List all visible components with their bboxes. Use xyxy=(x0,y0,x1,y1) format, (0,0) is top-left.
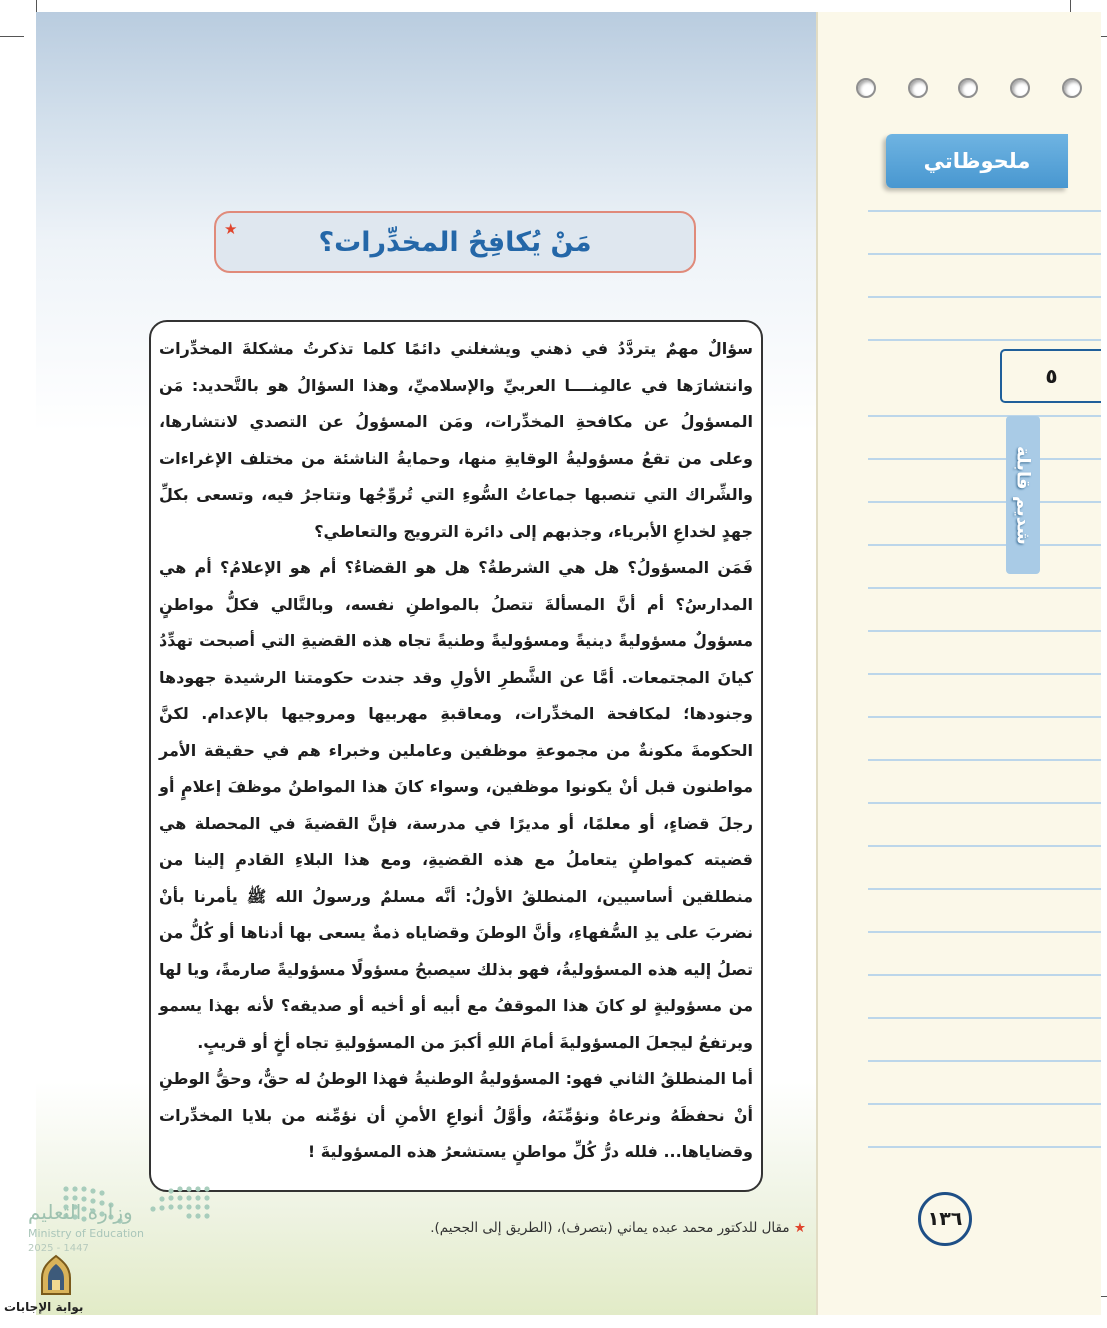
section-side-label: شديم قابلة xyxy=(1012,445,1034,545)
ruled-line xyxy=(868,845,1101,847)
binder-hole-icon xyxy=(908,78,928,98)
binder-hole-icon xyxy=(856,78,876,98)
footnote-text: مقال للدكتور محمد عبده يماني (بتصرف)، (الطريق إلى الجحيم). xyxy=(430,1220,790,1236)
crop-mark xyxy=(0,36,24,37)
article-body[interactable] xyxy=(149,320,763,1192)
ruled-line xyxy=(868,253,1101,255)
ruled-line xyxy=(868,1060,1101,1062)
ruled-line xyxy=(868,974,1101,976)
footnote-star-icon: ★ xyxy=(224,220,238,238)
page-number: ١٣٦ xyxy=(927,1208,963,1230)
ruled-line xyxy=(868,501,1101,503)
article-title xyxy=(214,211,696,273)
footnote xyxy=(430,1220,806,1236)
unit-number: ٥ xyxy=(1045,364,1058,388)
ruled-line xyxy=(868,716,1101,718)
unit-number-box xyxy=(1000,349,1101,403)
ruled-line xyxy=(868,888,1101,890)
ministry-name-english: Ministry of Education xyxy=(28,1227,145,1240)
ruled-line xyxy=(868,802,1101,804)
ministry-name-arabic: وزارة التعليم xyxy=(28,1200,133,1224)
ruled-line xyxy=(868,415,1101,417)
ruled-line xyxy=(868,673,1101,675)
portal-label: بوابة الإجابات xyxy=(4,1300,84,1314)
ruled-line xyxy=(868,931,1101,933)
ruled-line xyxy=(868,587,1101,589)
notes-column xyxy=(816,12,1101,1315)
notes-title-tab xyxy=(886,134,1068,188)
binder-hole-icon xyxy=(1010,78,1030,98)
binder-hole-icon xyxy=(1062,78,1082,98)
ruled-line xyxy=(868,544,1101,546)
ruled-line xyxy=(868,1103,1101,1105)
article-title-text: مَنْ يُكافِحُ المخدِّرات؟ xyxy=(318,226,592,258)
ruled-line xyxy=(868,458,1101,460)
paragraph-2: فَمَن المسؤولُ؟ هل هي الشرطةُ؟ هل هو القضاءُ؟ أم هو الإعلامُ؟ أم هي المدارسُ؟ أم أنَّ المسألةَ تتصلُ بالمواطنِ نفسه، وبالتَّالي فكلُّ مواطنٍ مسؤولٌ مسؤوليةً دينيةً ومسؤوليةً وطنيةً تجاه هذه القضيةِ التي أصبحت تهدِّدُ كيانَ المجتمعات. أمَّا عن الشَّطرِ الأولِ وقد جندت حكومتنا الرشيدة جهودها وجنودها؛ لمكافحة المخدِّرات، ومعاقبةِ مهربيها ومروجيها بالإعدام. لكنَّ الحكومةَ مكونةٌ من مجموعةِ موظفين وعاملين وخبراء هم في حقيقة الأمر مواطنون قبل أنْ يكونوا موظفين، وسواء كانَ هذا المواطنُ موظفَ إعلامٍ أو رجلَ قضاءٍ، أو معلمًا، أو مديرًا في مدرسة، فإنَّ القضيةَ في المحصلة هي قضيته كمواطنٍ يتعاملُ مع هذه القضيةِ، ومع هذا البلاءِ القادمِ إلينا من منطلقين أساسيين، المنطلقُ الأولُ: أنَّه مسلمٌ ورسولُ الله ﷺ يأمرنا بأنْ نضربَ على يدِ السُّفهاءِ، وأنَّ الوطنَ وقضاياه ذمةٌ يسعى بها أدناها أو كُلُّ من تصلُ إليه هذه المسؤوليةُ، فهو بذلك سيصبحُ مسؤولًا مسؤوليةً صارمةً، ويا لها من مسؤوليةٍ لو كانَ هذا الموقفُ مع أبيه أو أخيه أو صديقه؟ لأنه بهذا يسمو ويرتفعُ ليجعلَ المسؤوليةَ أمامَ اللهِ أكبرَ من المسؤوليةِ تجاه أخٍ أو قريبٍ. xyxy=(159,558,753,1052)
ruled-line xyxy=(868,630,1101,632)
section-side-tab xyxy=(1006,416,1040,574)
ruled-line xyxy=(868,759,1101,761)
paragraph-3: أما المنطلقُ الثاني فهو: المسؤوليةُ الوطنيةُ فهذا الوطنُ له حقٌّ، وحقُّ الوطنِ أنْ نحفظَهُ ونرعاهُ ونؤمِّنَهُ، وأوَّلُ أنواعِ الأمنِ أن نؤمِّنه من بلايا المخدِّرات وقضاياها... فلله درُّ كُلِّ مواطنٍ يستشعرُ هذه المسؤوليةَ ! xyxy=(159,1069,753,1161)
binder-hole-icon xyxy=(958,78,978,98)
ruled-line xyxy=(868,210,1101,212)
paragraph-1: سؤالٌ مهمٌ يتردَّدُ في ذهني ويشغلني دائمًا كلما تذكرتُ مشكلةَ المخدِّرات وانتشارَها في عالمِنــــا العربيِّ والإسلاميِّ، وهذا السؤالُ هو بالتَّحديد: مَن المسؤولُ عن مكافحةِ المخدِّرات، ومَن المسؤولُ عن التصدي لانتشارها، وعلى من تقعُ مسؤوليةُ الوقايةِ منها، وحمايةُ الناشئة من مختلف الإغراءات والشِّراك التي تنصبها جماعاتُ السُّوءِ التي تُروِّجُها وتتاجرُ فيه، وتسعى بكلِّ جهدٍ لخداعِ الأبرياء، وجذبهم إلى دائرة الترويج والتعاطي؟ xyxy=(159,339,753,541)
ruled-line xyxy=(868,339,1101,341)
textbook-page xyxy=(36,12,816,1315)
ruled-line xyxy=(868,296,1101,298)
notes-title: ملحوظاتي xyxy=(923,149,1031,173)
page-number-badge xyxy=(918,1192,972,1246)
portal-logo-icon xyxy=(36,1254,76,1298)
ruled-line xyxy=(868,1146,1101,1148)
ministry-year: 2025 - 1447 xyxy=(28,1243,89,1254)
ruled-line xyxy=(868,1017,1101,1019)
footnote-star-icon: ★ xyxy=(793,1220,806,1236)
